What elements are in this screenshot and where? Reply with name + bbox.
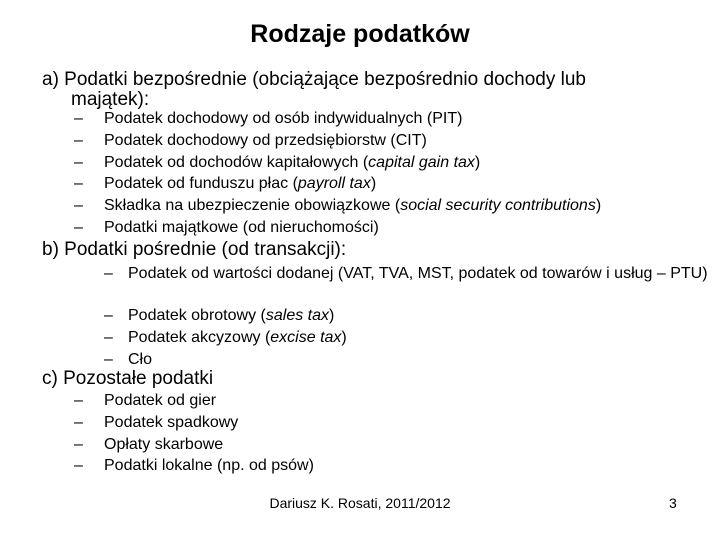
list-item-text: Podatek od gier (104, 392, 217, 409)
section-a-heading (42, 70, 682, 110)
section-a-heading-line2: majątek): (71, 89, 150, 110)
list-item-text: Podatki lokalne (np. od psów) (104, 457, 314, 475)
list-item-text: Podatki majątkowe (od nieruchomości) (104, 218, 379, 236)
list-item-text: Podatek spadkowy (104, 413, 239, 431)
bullet-dash: – (74, 392, 83, 409)
list-item (74, 434, 314, 456)
list-item (74, 173, 601, 195)
list-item (74, 390, 314, 412)
bullet-dash: – (104, 265, 113, 282)
list-item (104, 305, 708, 327)
bullet-dash: – (74, 197, 83, 215)
list-item (74, 108, 601, 130)
list-item-text: Cło (128, 350, 153, 368)
list-item-text: Podatek od funduszu płac (payroll tax) (104, 175, 377, 193)
list-item-text: Podatek akcyzowy (excise tax) (128, 328, 347, 346)
list-item-text: Podatek od wartości dodanej (VAT, TVA, MST, podatek od towarów i usług – PTU) (128, 265, 708, 282)
bullet-dash: – (74, 131, 83, 149)
footer-author: Dariusz K. Rosati, 2011/2012 (269, 495, 451, 511)
bullet-dash: – (74, 413, 83, 431)
list-item-text: Opłaty skarbowe (104, 435, 224, 453)
list-item (104, 327, 708, 349)
section-b-heading: b) Podatki pośrednie (od transakcji): (42, 239, 347, 260)
list-item (74, 412, 314, 434)
list-item (74, 152, 601, 174)
list-item (74, 217, 601, 239)
list-item-text: Podatek od dochodów kapitałowych (capital gain tax) (104, 153, 481, 171)
list-item-text: Podatek dochodowy od przedsiębiorstw (CIT) (104, 131, 427, 149)
bullet-dash: – (74, 110, 83, 127)
section-c-heading: c) Pozostałe podatki (42, 368, 214, 389)
section-c-list (74, 390, 314, 477)
bullet-dash: – (74, 153, 83, 171)
list-item-text: Podatek dochodowy od osób indywidualnych (PIT) (104, 110, 463, 127)
slide-title: Rodzaje podatków (250, 20, 470, 48)
section-b-list (104, 263, 708, 370)
list-item (74, 455, 314, 477)
bullet-dash: – (104, 307, 113, 324)
list-item-text: Podatek obrotowy (sales tax) (128, 307, 335, 324)
page-number: 3 (669, 495, 677, 511)
list-item (74, 195, 601, 217)
bullet-dash: – (74, 457, 83, 475)
list-item (74, 130, 601, 152)
list-item (104, 263, 708, 305)
bullet-dash: – (104, 328, 113, 346)
bullet-dash: – (104, 350, 113, 368)
section-a-heading-line1: a) Podatki bezpośrednie (obciążające bezpośrednio dochody lub (42, 69, 586, 90)
bullet-dash: – (74, 175, 83, 193)
list-item-text: Składka na ubezpieczenie obowiązkowe (social security contributions) (104, 197, 602, 215)
section-a-list (74, 108, 601, 239)
bullet-dash: – (74, 218, 83, 236)
bullet-dash: – (74, 435, 83, 453)
